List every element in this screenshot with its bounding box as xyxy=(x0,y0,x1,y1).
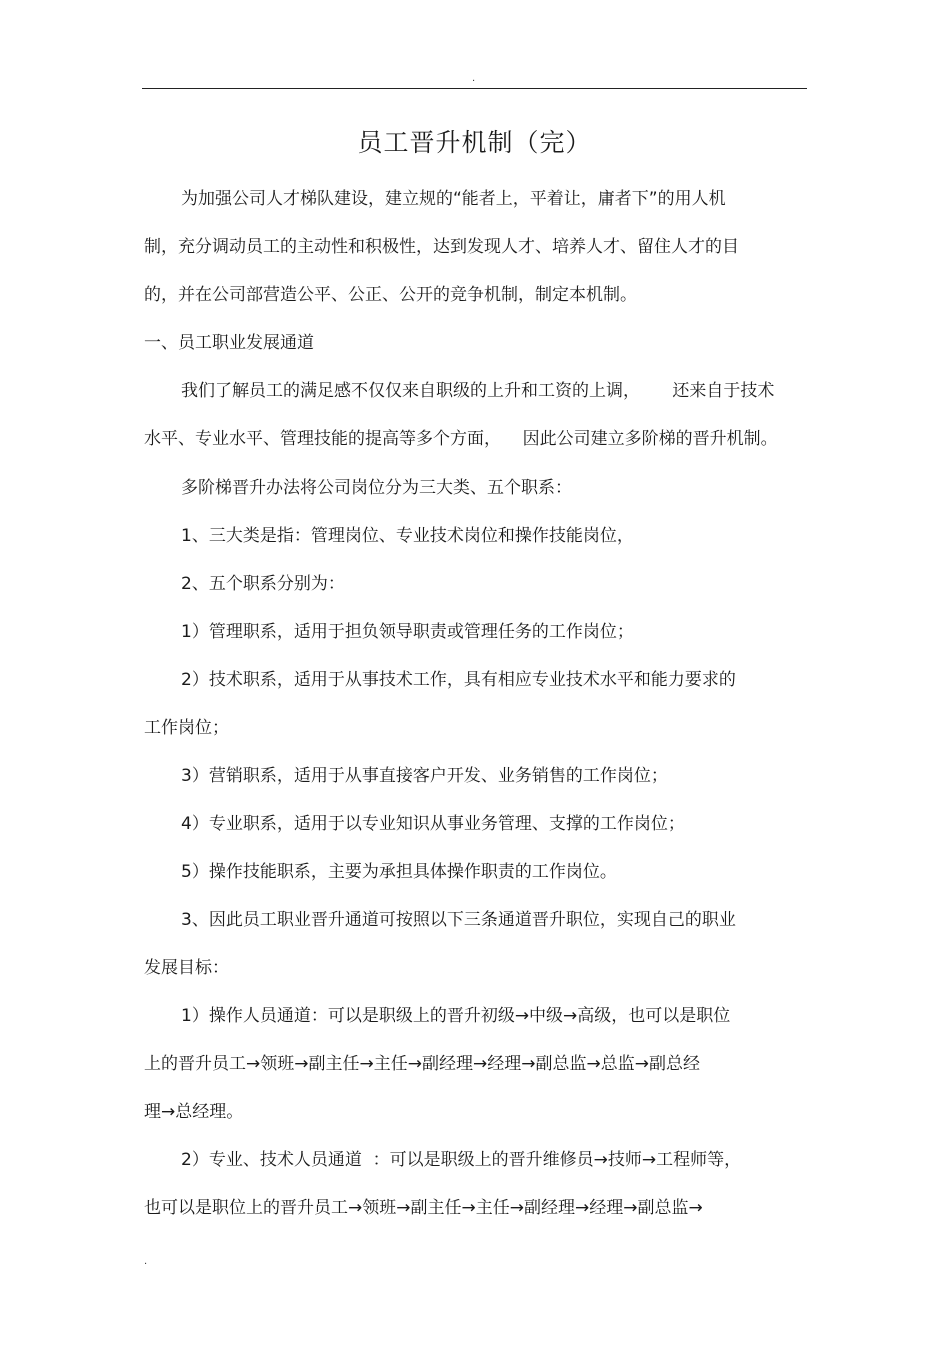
list-item-continuation: 理→总经理。 xyxy=(144,1102,244,1122)
list-item: 1、三大类是指：管理岗位、专业技术岗位和操作技能岗位， xyxy=(181,526,634,546)
list-item: 1）操作人员通道：可以是职级上的晋升初级→中级→高级，也可以是职位 xyxy=(181,1006,731,1026)
paragraph-line: 为加强公司人才梯队建设，建立规的“能者上，平着让，庸者下”的用人机 xyxy=(181,189,726,209)
footer-dot: . xyxy=(144,1256,148,1267)
header-dot: . xyxy=(472,73,476,84)
list-item: 3、因此员工职业晋升通道可按照以下三条通道晋升职位，实现自己的职业 xyxy=(181,910,736,930)
list-item: 1）管理职系，适用于担负领导职责或管理任务的工作岗位； xyxy=(181,622,634,642)
list-item: 2、五个职系分别为： xyxy=(181,574,345,594)
header-rule xyxy=(142,88,807,89)
paragraph-line: 多阶梯晋升办法将公司岗位分为三大类、五个职系： xyxy=(181,478,572,498)
paragraph-line: 水平、专业水平、管理技能的提高等多个方面， 因此公司建立多阶梯的晋升机制。 xyxy=(144,429,778,449)
paragraph-line: 的，并在公司部营造公平、公正、公开的竞争机制，制定本机制。 xyxy=(144,285,637,305)
list-item-continuation: 上的晋升员工→领班→副主任→主任→副经理→经理→副总监→总监→副总经 xyxy=(144,1054,700,1074)
list-item-continuation: 也可以是职位上的晋升员工→领班→副主任→主任→副经理→经理→副总监→ xyxy=(144,1198,703,1218)
section-heading: 一、员工职业发展通道 xyxy=(144,333,314,353)
list-item: 3）营销职系，适用于从事直接客户开发、业务销售的工作岗位； xyxy=(181,766,668,786)
list-item: 2）技术职系，适用于从事技术工作，具有相应专业技术水平和能力要求的 xyxy=(181,670,736,690)
paragraph-line: 我们了解员工的满足感不仅仅来自职级的上升和工资的上调， 还来自于技术 xyxy=(181,381,775,401)
list-item: 2）专业、技术人员通道 ：可以是职级上的晋升维修员→技师→工程师等， xyxy=(181,1150,742,1170)
document-title: 员工晋升机制（完） xyxy=(357,128,592,157)
list-item-continuation: 工作岗位； xyxy=(144,718,229,738)
paragraph-line: 制，充分调动员工的主动性和积极性，达到发现人才、培养人才、留住人才的目 xyxy=(144,237,739,257)
list-item-continuation: 发展目标： xyxy=(144,958,229,978)
list-item: 5）操作技能职系，主要为承担具体操作职责的工作岗位。 xyxy=(181,862,617,882)
list-item: 4）专业职系，适用于以专业知识从事业务管理、支撑的工作岗位； xyxy=(181,814,685,834)
